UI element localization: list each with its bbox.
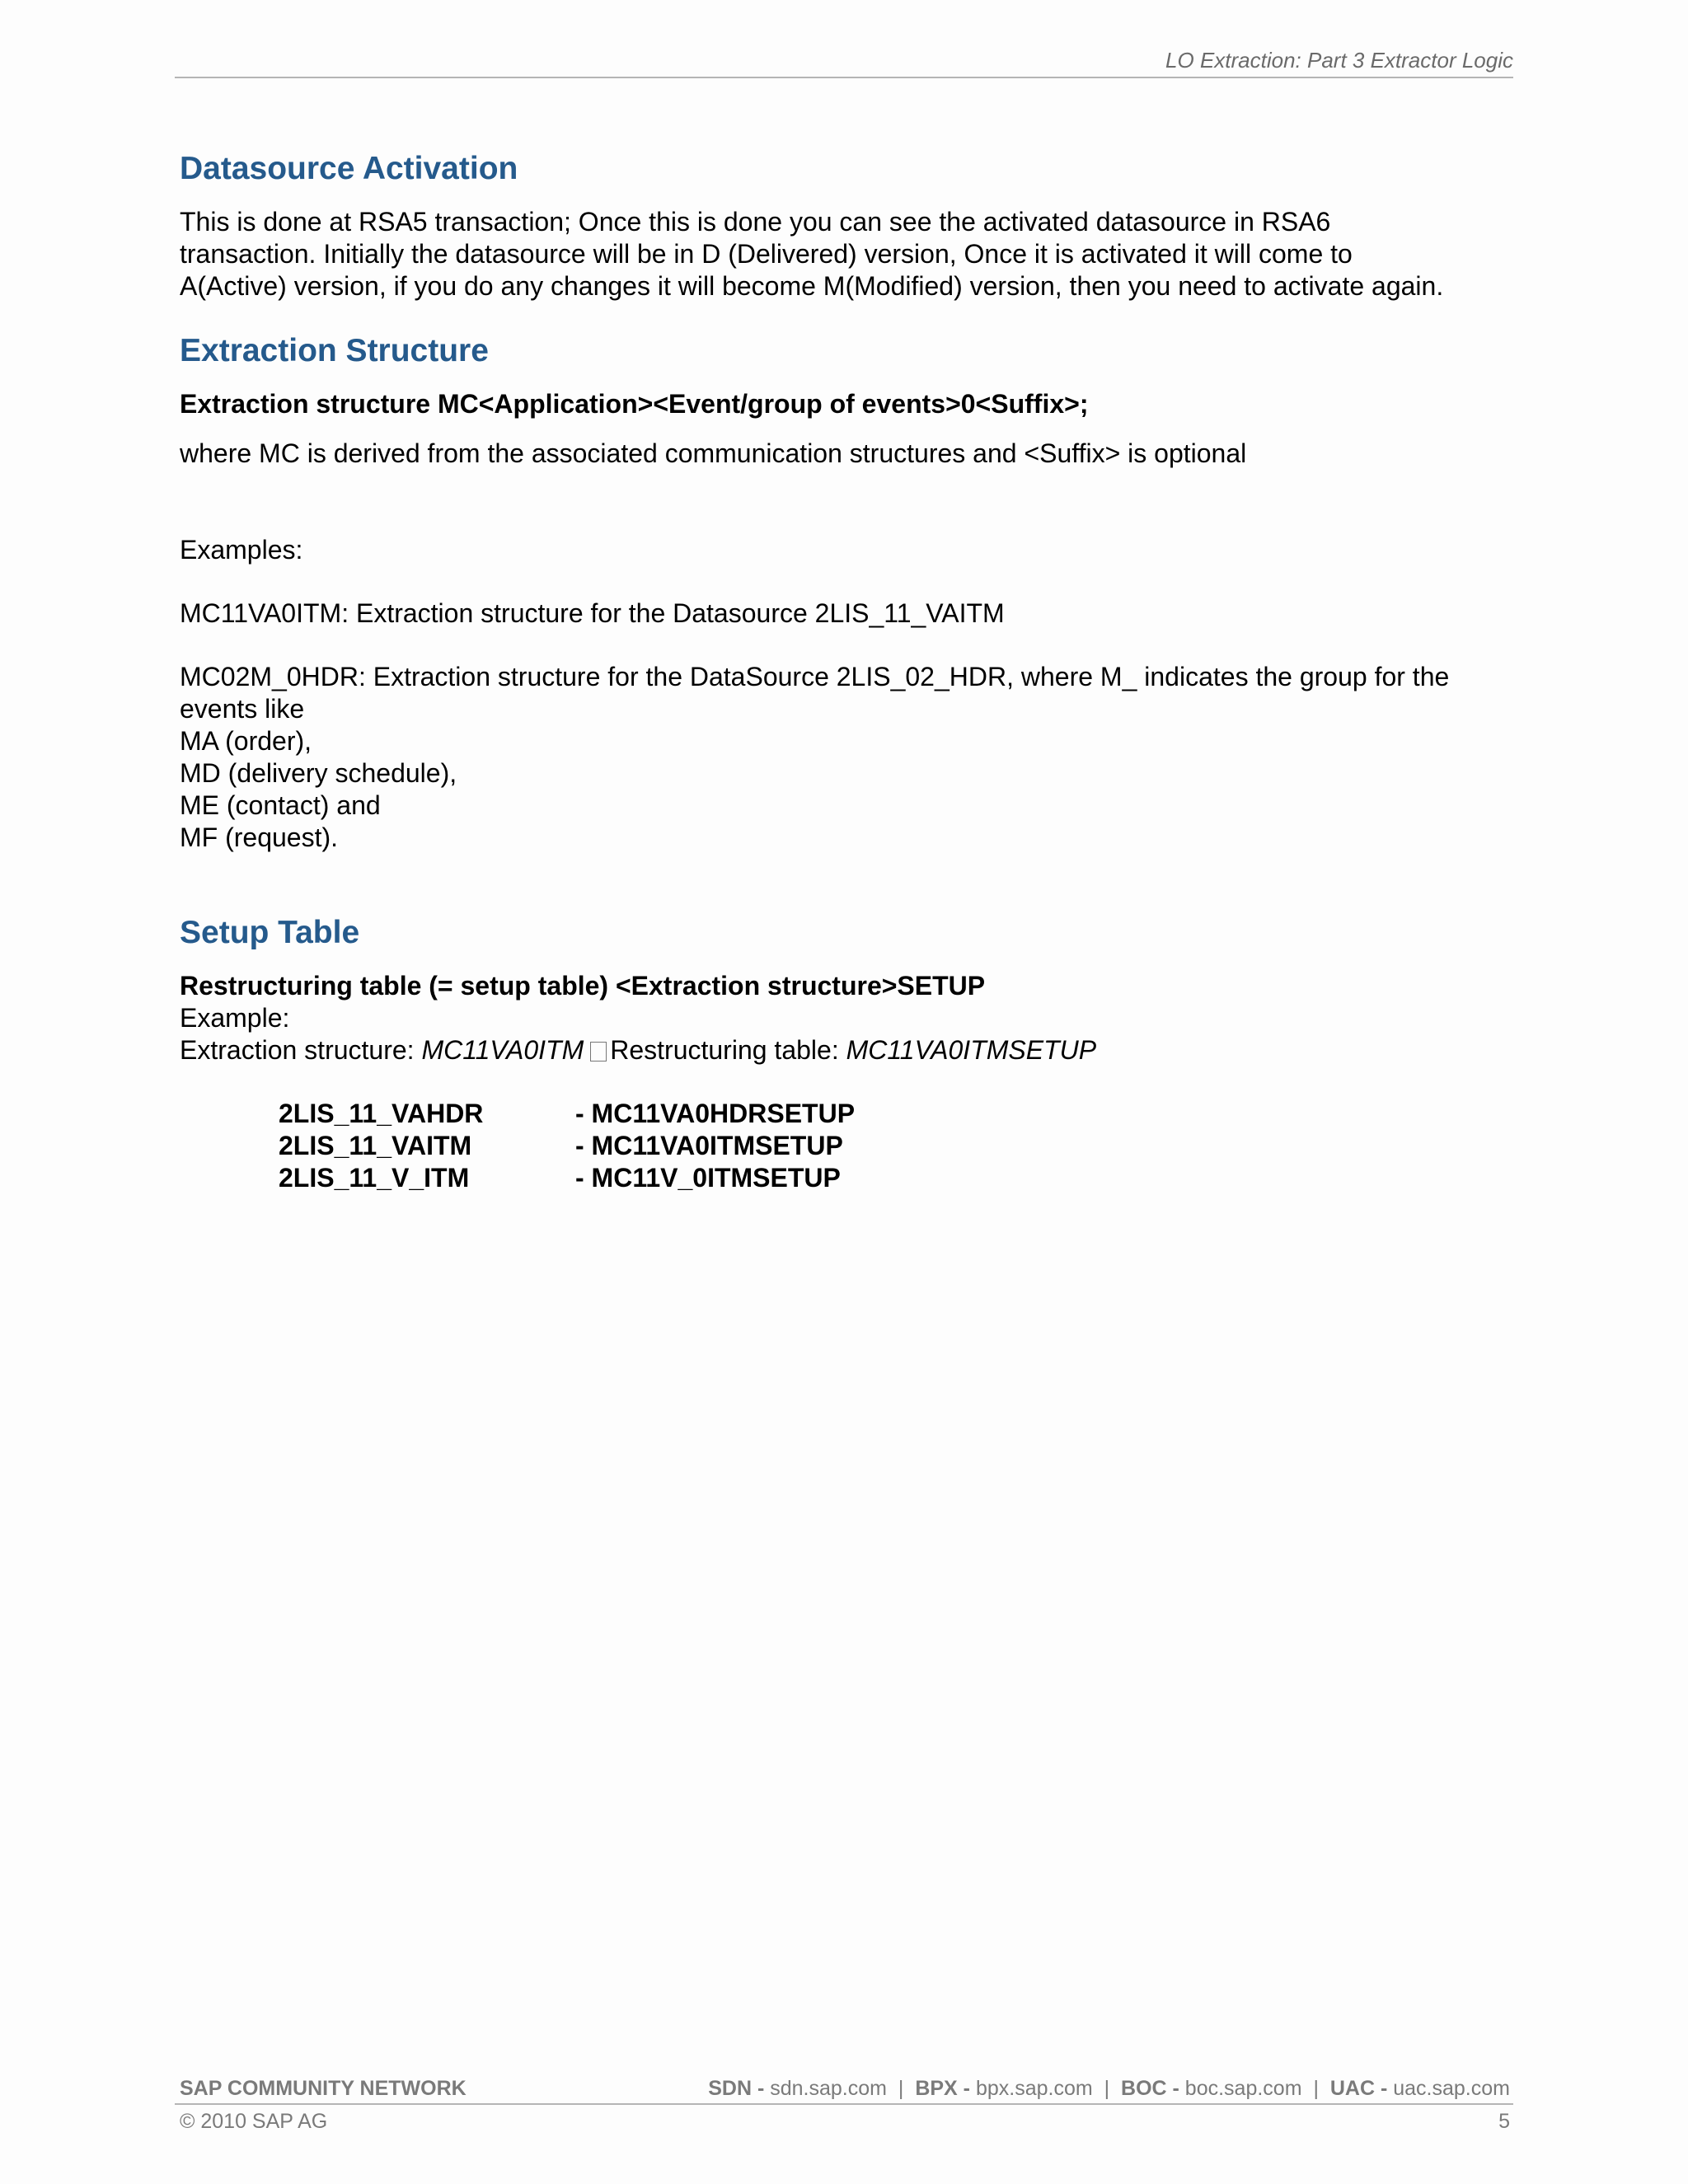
example-table: MC11VA0ITMSETUP	[846, 1035, 1097, 1065]
footer-link-url[interactable]: boc.sap.com	[1184, 2077, 1302, 2100]
page-header-title: LO Extraction: Part 3 Extractor Logic	[1165, 48, 1513, 73]
heading-extraction-structure: Extraction Structure	[180, 333, 489, 368]
footer-link-label: BOC -	[1121, 2077, 1179, 2100]
examples-label: Examples:	[180, 535, 303, 565]
footer-link-label: SDN -	[708, 2077, 765, 2100]
paragraph-line: A(Active) version, if you do any changes it will become M(Modified) version, then you need to activate again.	[180, 271, 1444, 301]
footer-network-name: SAP COMMUNITY NETWORK	[180, 2077, 467, 2100]
paragraph-line: This is done at RSA5 transaction; Once this is done you can see the activated datasource in RSA6	[180, 207, 1331, 237]
footer-link-url[interactable]: bpx.sap.com	[975, 2077, 1093, 2100]
example-label: Example:	[180, 1003, 290, 1033]
example-line: MC02M_0HDR: Extraction structure for the DataSource 2LIS_02_HDR, where M_ indicates the group for the	[180, 662, 1450, 691]
event-group-item: MF (request).	[180, 823, 339, 852]
footer-link-label: BPX -	[915, 2077, 970, 2100]
event-group-item: MD (delivery schedule),	[180, 758, 457, 788]
footer-separator: |	[1104, 2077, 1110, 2100]
footer-separator: |	[1313, 2077, 1319, 2100]
footer-link-label: UAC -	[1329, 2077, 1388, 2100]
footer-links	[175, 2077, 1510, 2101]
example-line: events like	[180, 694, 305, 724]
arrow-icon	[590, 1042, 607, 1062]
header-rule	[175, 77, 1513, 78]
datasource-name: 2LIS_11_VAITM	[279, 1131, 472, 1160]
datasource-name: 2LIS_11_V_ITM	[279, 1163, 470, 1193]
event-group-item: ME (contact) and	[180, 790, 381, 820]
setup-table-format: Restructuring table (= setup table) <Extraction structure>SETUP	[180, 971, 986, 1001]
footer-link-url[interactable]: sdn.sap.com	[770, 2077, 887, 2100]
example-prefix: Extraction structure:	[180, 1035, 422, 1065]
heading-setup-table: Setup Table	[180, 915, 360, 950]
page-number: 5	[1498, 2110, 1510, 2133]
heading-datasource-activation: Datasource Activation	[180, 151, 518, 186]
setup-table-name: - MC11V_0ITMSETUP	[575, 1163, 841, 1193]
extraction-structure-format: Extraction structure MC<Application><Event/group of events>0<Suffix>;	[180, 389, 1089, 419]
footer-separator: |	[898, 2077, 904, 2100]
setup-table-name: - MC11VA0HDRSETUP	[575, 1099, 856, 1128]
footer-rule	[175, 2103, 1513, 2105]
datasource-name: 2LIS_11_VAHDR	[279, 1099, 484, 1128]
footer-link-url[interactable]: uac.sap.com	[1393, 2077, 1510, 2100]
paragraph-line: transaction. Initially the datasource will be in D (Delivered) version, Once it is activated it will come to	[180, 239, 1353, 269]
setup-table-name: - MC11VA0ITMSETUP	[575, 1131, 843, 1160]
setup-table-example	[180, 1034, 1096, 1066]
example-structure: MC11VA0ITM	[421, 1035, 584, 1065]
example-line: MC11VA0ITM: Extraction structure for the Datasource 2LIS_11_VAITM	[180, 598, 1005, 628]
extraction-structure-description: where MC is derived from the associated communication structures and <Suffix> is optional	[180, 438, 1247, 468]
footer-copyright: © 2010 SAP AG	[180, 2110, 328, 2133]
event-group-item: MA (order),	[180, 726, 312, 756]
example-mid: Restructuring table:	[610, 1035, 846, 1065]
